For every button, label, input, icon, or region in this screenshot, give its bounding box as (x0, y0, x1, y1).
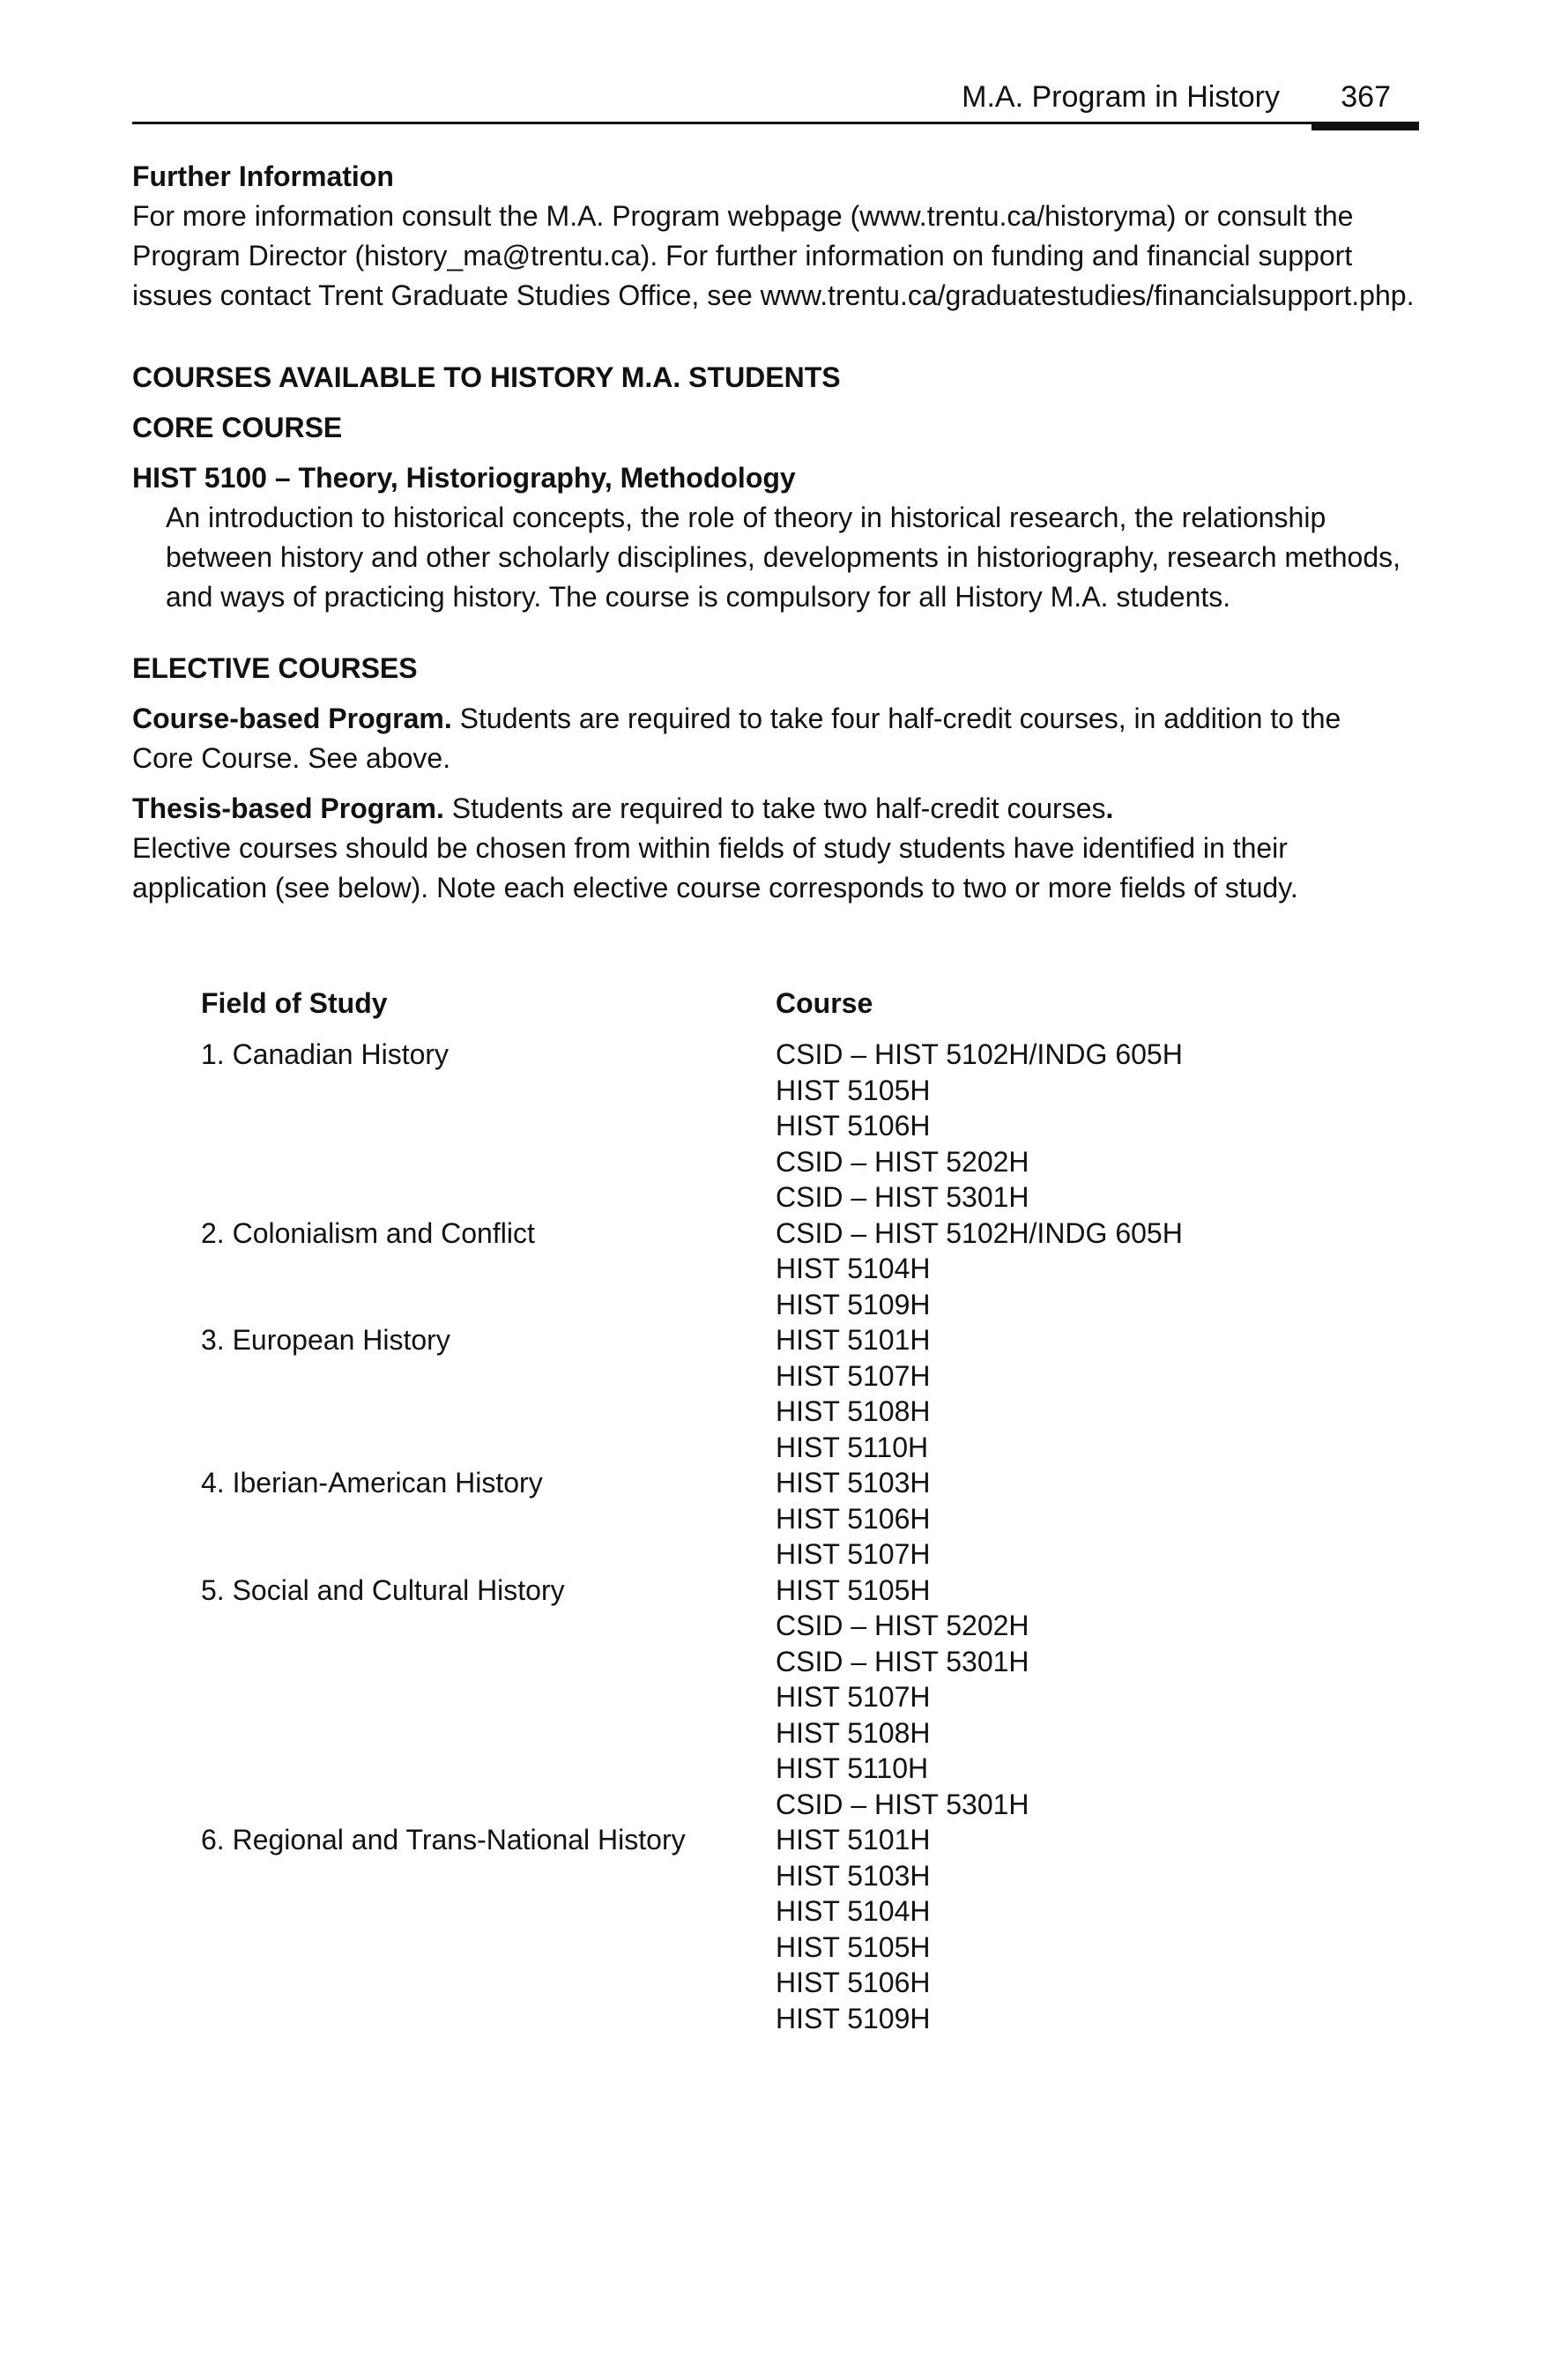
course-code: HIST 5104H (776, 1895, 931, 1927)
course-code: CSID – HIST 5202H (776, 1145, 1029, 1178)
further-info-line: issues contact Trent Graduate Studies Office, see www.trentu.ca/graduatestudies/financialsupport.php. (132, 279, 1415, 311)
course-based-line: Core Course. See above. (132, 742, 451, 774)
table-row (201, 1216, 1259, 1323)
course-code: HIST 5103H (776, 1467, 931, 1499)
course-code: HIST 5106H (776, 1502, 931, 1535)
course-code: HIST 5107H (776, 1681, 931, 1713)
core-course-line: between history and other scholarly disciplines, developments in historiography, research methods, (166, 541, 1401, 573)
field-of-study: 2. Colonialism and Conflict (201, 1216, 535, 1249)
field-of-study: 1. Canadian History (201, 1038, 450, 1070)
further-info-heading: Further Information (132, 160, 394, 192)
course-code: HIST 5106H (776, 1110, 931, 1142)
course-code: HIST 5107H (776, 1538, 931, 1570)
course-code: HIST 5108H (776, 1395, 931, 1427)
main-content (132, 157, 1419, 908)
core-course-line: An introduction to historical concepts, the role of theory in historical research, the relationship (166, 502, 1326, 533)
course-code: HIST 5105H (776, 1074, 931, 1106)
course-code: CSID – HIST 5301H (776, 1181, 1029, 1213)
running-header (132, 78, 1419, 130)
course-list (776, 1822, 1259, 2036)
course-code: HIST 5104H (776, 1253, 931, 1284)
table-header (201, 985, 1259, 1037)
course-code: CSID – HIST 5102H/INDG 605H (776, 1216, 1183, 1249)
field-of-study: 3. European History (201, 1324, 450, 1356)
field-of-study: 5. Social and Cultural History (201, 1573, 565, 1606)
course-based-paragraph (132, 699, 1419, 739)
course-code: HIST 5110H (776, 1752, 929, 1784)
core-course-heading: CORE COURSE (132, 412, 343, 443)
elective-note-line: application (see below). Note each elective course corresponds to two or more fields of study. (132, 872, 1298, 904)
elective-note-line: Elective courses should be chosen from within fields of study students have identified in their (132, 832, 1288, 864)
course-code: HIST 5103H (776, 1859, 931, 1892)
table-row (201, 1322, 1259, 1465)
field-of-study: 4. Iberian-American History (201, 1467, 543, 1499)
course-code: HIST 5101H (776, 1824, 931, 1856)
course-code: CSID – HIST 5102H/INDG 605H (776, 1038, 1183, 1070)
course-code: CSID – HIST 5301H (776, 1645, 1029, 1677)
thesis-based-text: Students are required to take two half-credit courses (443, 792, 1106, 824)
elective-courses-heading: ELECTIVE COURSES (132, 652, 418, 684)
further-info-line: Program Director (history_ma@trentu.ca). For further information on funding and financial support (132, 240, 1353, 271)
course-list (776, 1573, 1259, 1823)
table-row (201, 1037, 1259, 1216)
courses-heading: COURSES AVAILABLE TO HISTORY M.A. STUDENTS (132, 361, 841, 393)
course-code: HIST 5107H (776, 1359, 931, 1392)
table-body (201, 1037, 1259, 2036)
course-based-label: Course-based Program. (132, 703, 452, 734)
course-list (776, 1322, 1259, 1465)
course-code: HIST 5106H (776, 1967, 931, 1998)
column-header-field: Field of Study (201, 987, 388, 1019)
thesis-based-label: Thesis-based Program. (132, 792, 444, 824)
header-rule (132, 122, 1419, 124)
course-list (776, 1037, 1259, 1216)
core-course-line: and ways of practicing history. The course is compulsory for all History M.A. students. (166, 581, 1231, 613)
header-page-bar (1312, 122, 1419, 130)
fields-of-study-table (201, 985, 1259, 2036)
course-code: HIST 5109H (776, 2002, 931, 2034)
table-row (201, 1573, 1259, 1823)
thesis-based-period: . (1105, 792, 1114, 824)
course-code: HIST 5108H (776, 1716, 931, 1749)
page-number: 367 (1341, 80, 1391, 114)
course-code: HIST 5105H (776, 1573, 931, 1606)
further-info-line: For more information consult the M.A. Program webpage (www.trentu.ca/historyma) or consult the (132, 200, 1354, 232)
column-header-course: Course (776, 987, 873, 1019)
thesis-based-paragraph (132, 789, 1419, 829)
course-code: HIST 5109H (776, 1288, 931, 1320)
running-header-title: M.A. Program in History (962, 80, 1280, 114)
course-code: HIST 5110H (776, 1431, 929, 1463)
course-code: CSID – HIST 5301H (776, 1788, 1029, 1820)
field-of-study: 6. Regional and Trans-National History (201, 1824, 686, 1856)
table-row (201, 1822, 1259, 2036)
course-list (776, 1216, 1259, 1323)
course-list (776, 1465, 1259, 1573)
course-code: CSID – HIST 5202H (776, 1610, 1029, 1641)
course-based-text: Students are required to take four half-credit courses, in addition to the (451, 703, 1341, 734)
course-code: HIST 5105H (776, 1930, 931, 1963)
core-course-title: HIST 5100 – Theory, Historiography, Methodology (132, 462, 796, 494)
table-row (201, 1465, 1259, 1573)
course-code: HIST 5101H (776, 1324, 931, 1356)
